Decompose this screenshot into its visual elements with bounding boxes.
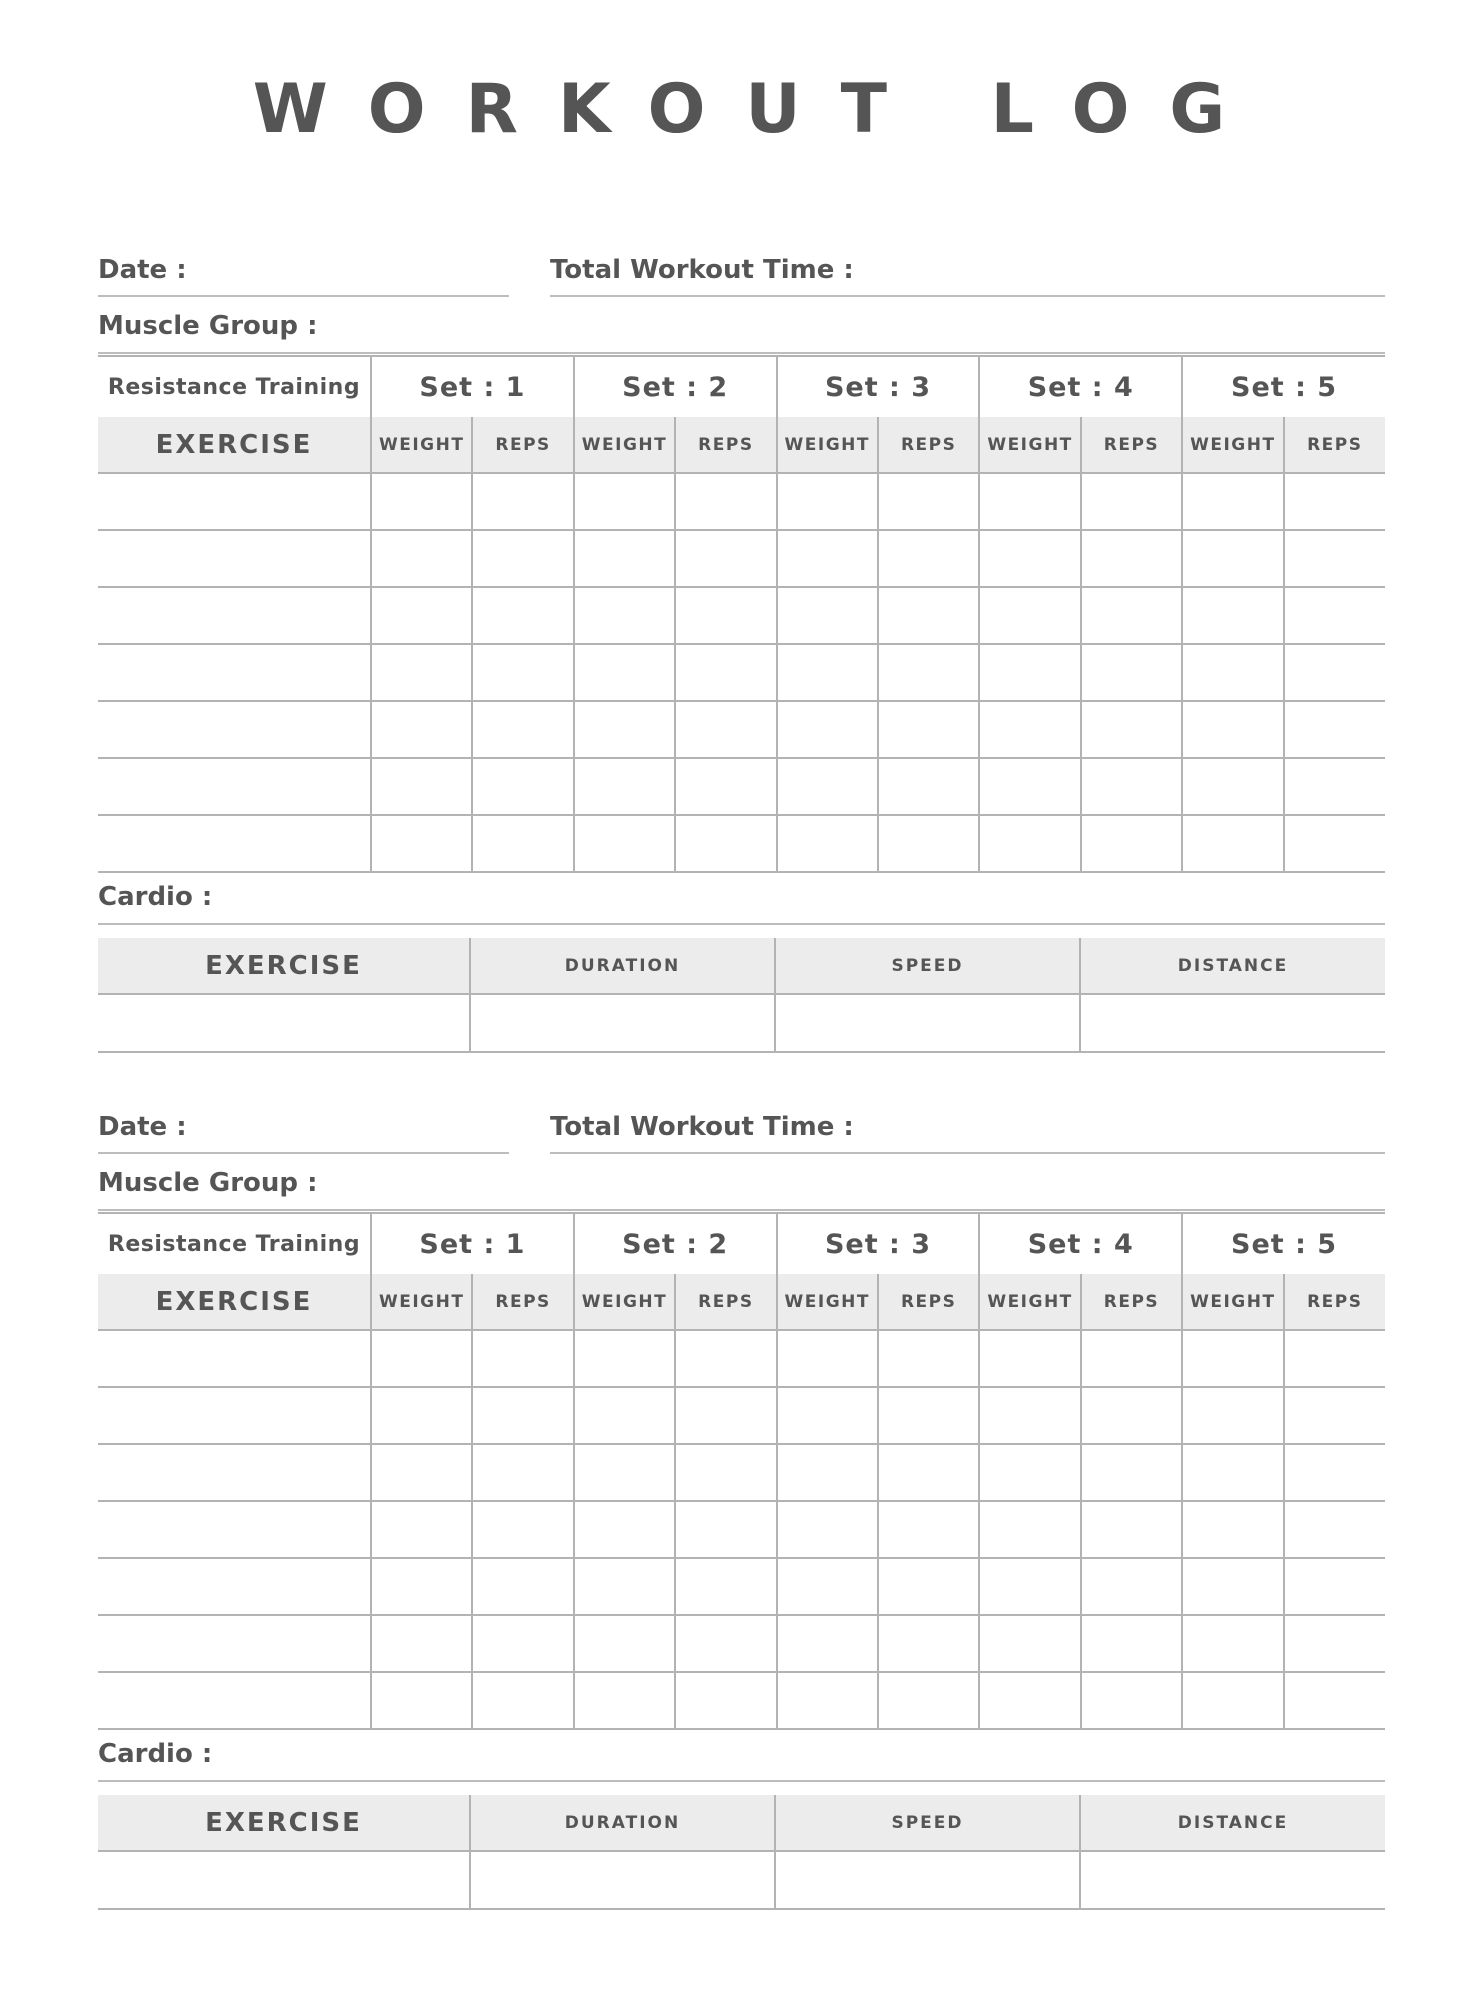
weight-cell[interactable] <box>574 644 675 701</box>
weight-column-header: WEIGHT <box>1182 1274 1283 1330</box>
exercise-cell[interactable] <box>98 473 371 530</box>
reps-cell[interactable] <box>878 473 979 530</box>
cardio-speed-header: SPEED <box>775 1795 1080 1851</box>
weight-cell[interactable] <box>777 1387 878 1444</box>
reps-cell[interactable] <box>675 1330 776 1387</box>
date-label: Date : <box>98 255 187 285</box>
cardio-label: Cardio : <box>98 1739 213 1769</box>
table-row <box>98 644 1385 701</box>
weight-cell[interactable] <box>777 1615 878 1672</box>
set-5-header: Set : 5 <box>1182 1213 1385 1274</box>
weight-cell[interactable] <box>574 1444 675 1501</box>
reps-column-header: REPS <box>1284 417 1385 473</box>
cardio-exercise-cell[interactable] <box>98 1851 470 1909</box>
weight-cell[interactable] <box>979 587 1080 644</box>
reps-cell[interactable] <box>675 1558 776 1615</box>
table-row <box>98 1558 1385 1615</box>
total-workout-time-label: Total Workout Time : <box>550 1112 854 1142</box>
reps-cell[interactable] <box>472 1444 573 1501</box>
cardio-duration-header: DURATION <box>470 938 775 994</box>
weight-cell[interactable] <box>1182 1387 1283 1444</box>
weight-cell[interactable] <box>777 1444 878 1501</box>
reps-cell[interactable] <box>1081 530 1182 587</box>
weight-cell[interactable] <box>979 1387 1080 1444</box>
cardio-underline <box>98 1780 1385 1782</box>
reps-cell[interactable] <box>1081 644 1182 701</box>
cardio-exercise-cell[interactable] <box>98 994 470 1052</box>
exercise-cell[interactable] <box>98 1387 371 1444</box>
reps-cell[interactable] <box>1284 530 1385 587</box>
date-label: Date : <box>98 1112 187 1142</box>
weight-cell[interactable] <box>979 1501 1080 1558</box>
weight-cell[interactable] <box>574 530 675 587</box>
weight-cell[interactable] <box>371 644 472 701</box>
total-workout-time-label: Total Workout Time : <box>550 255 854 285</box>
cardio-duration-cell[interactable] <box>470 1851 775 1909</box>
weight-cell[interactable] <box>979 815 1080 872</box>
table-row <box>98 758 1385 815</box>
reps-cell[interactable] <box>675 1615 776 1672</box>
reps-cell[interactable] <box>878 1387 979 1444</box>
reps-cell[interactable] <box>878 1444 979 1501</box>
reps-cell[interactable] <box>1284 758 1385 815</box>
reps-cell[interactable] <box>878 701 979 758</box>
weight-cell[interactable] <box>371 530 472 587</box>
weight-cell[interactable] <box>1182 701 1283 758</box>
date-field[interactable] <box>98 1152 509 1154</box>
cardio-speed-header: SPEED <box>775 938 1080 994</box>
weight-cell[interactable] <box>1182 1444 1283 1501</box>
table-row <box>98 1444 1385 1501</box>
weight-cell[interactable] <box>371 1615 472 1672</box>
exercise-cell[interactable] <box>98 815 371 872</box>
exercise-column-header: EXERCISE <box>98 417 371 473</box>
table-row <box>98 1387 1385 1444</box>
weight-cell[interactable] <box>1182 587 1283 644</box>
reps-column-header: REPS <box>878 1274 979 1330</box>
weight-cell[interactable] <box>371 758 472 815</box>
reps-cell[interactable] <box>878 815 979 872</box>
weight-column-header: WEIGHT <box>371 1274 472 1330</box>
reps-cell[interactable] <box>472 1501 573 1558</box>
table-row <box>98 815 1385 872</box>
weight-cell[interactable] <box>1182 644 1283 701</box>
exercise-cell[interactable] <box>98 1558 371 1615</box>
cardio-speed-cell[interactable] <box>775 994 1080 1052</box>
cardio-duration-header: DURATION <box>470 1795 775 1851</box>
cardio-distance-header: DISTANCE <box>1080 938 1385 994</box>
set-1-header: Set : 1 <box>371 356 574 417</box>
weight-cell[interactable] <box>1182 1330 1283 1387</box>
exercise-cell[interactable] <box>98 530 371 587</box>
weight-column-header: WEIGHT <box>574 417 675 473</box>
weight-column-header: WEIGHT <box>371 417 472 473</box>
weight-cell[interactable] <box>371 1672 472 1729</box>
resistance-training-table <box>98 355 1385 873</box>
reps-cell[interactable] <box>675 815 776 872</box>
reps-cell[interactable] <box>878 1330 979 1387</box>
weight-cell[interactable] <box>979 644 1080 701</box>
reps-cell[interactable] <box>675 1444 776 1501</box>
cardio-underline <box>98 923 1385 925</box>
weight-cell[interactable] <box>574 473 675 530</box>
reps-cell[interactable] <box>1081 1444 1182 1501</box>
exercise-cell[interactable] <box>98 1501 371 1558</box>
weight-cell[interactable] <box>371 1330 472 1387</box>
exercise-cell[interactable] <box>98 587 371 644</box>
reps-column-header: REPS <box>1284 1274 1385 1330</box>
exercise-cell[interactable] <box>98 644 371 701</box>
reps-cell[interactable] <box>675 587 776 644</box>
weight-cell[interactable] <box>1182 1615 1283 1672</box>
weight-cell[interactable] <box>777 530 878 587</box>
reps-cell[interactable] <box>1081 1501 1182 1558</box>
exercise-cell[interactable] <box>98 1615 371 1672</box>
reps-cell[interactable] <box>1081 815 1182 872</box>
total-workout-time-field[interactable] <box>550 1152 1385 1154</box>
weight-cell[interactable] <box>979 1615 1080 1672</box>
reps-cell[interactable] <box>472 1558 573 1615</box>
reps-cell[interactable] <box>878 1558 979 1615</box>
weight-cell[interactable] <box>574 587 675 644</box>
weight-cell[interactable] <box>777 701 878 758</box>
weight-cell[interactable] <box>777 1672 878 1729</box>
weight-cell[interactable] <box>979 473 1080 530</box>
weight-cell[interactable] <box>371 1387 472 1444</box>
exercise-cell[interactable] <box>98 701 371 758</box>
weight-cell[interactable] <box>574 815 675 872</box>
weight-cell[interactable] <box>574 1672 675 1729</box>
muscle-group-label: Muscle Group : <box>98 1168 318 1198</box>
weight-column-header: WEIGHT <box>777 1274 878 1330</box>
weight-cell[interactable] <box>979 1558 1080 1615</box>
reps-cell[interactable] <box>878 587 979 644</box>
reps-cell[interactable] <box>1081 1330 1182 1387</box>
weight-cell[interactable] <box>371 473 472 530</box>
reps-cell[interactable] <box>472 1615 573 1672</box>
set-1-header: Set : 1 <box>371 1213 574 1274</box>
weight-cell[interactable] <box>1182 815 1283 872</box>
table-row <box>98 1501 1385 1558</box>
exercise-cell[interactable] <box>98 1330 371 1387</box>
set-3-header: Set : 3 <box>777 356 980 417</box>
reps-cell[interactable] <box>472 1387 573 1444</box>
reps-cell[interactable] <box>1284 1672 1385 1729</box>
weight-cell[interactable] <box>777 1330 878 1387</box>
weight-cell[interactable] <box>777 815 878 872</box>
reps-cell[interactable] <box>1081 1615 1182 1672</box>
resistance-training-table <box>98 1212 1385 1730</box>
reps-cell[interactable] <box>1284 473 1385 530</box>
reps-cell[interactable] <box>1284 587 1385 644</box>
exercise-cell[interactable] <box>98 1444 371 1501</box>
table-row <box>98 530 1385 587</box>
reps-cell[interactable] <box>675 644 776 701</box>
weight-cell[interactable] <box>979 758 1080 815</box>
weight-cell[interactable] <box>574 1615 675 1672</box>
weight-cell[interactable] <box>777 644 878 701</box>
reps-cell[interactable] <box>1081 1558 1182 1615</box>
reps-cell[interactable] <box>878 644 979 701</box>
reps-column-header: REPS <box>472 417 573 473</box>
reps-cell[interactable] <box>878 758 979 815</box>
reps-cell[interactable] <box>1081 1672 1182 1729</box>
resistance-training-label: Resistance Training <box>98 1213 371 1274</box>
weight-cell[interactable] <box>1182 1672 1283 1729</box>
exercise-cell[interactable] <box>98 1672 371 1729</box>
set-4-header: Set : 4 <box>979 1213 1182 1274</box>
reps-cell[interactable] <box>1284 1501 1385 1558</box>
weight-cell[interactable] <box>574 1501 675 1558</box>
table-row <box>98 1672 1385 1729</box>
weight-cell[interactable] <box>371 1501 472 1558</box>
set-3-header: Set : 3 <box>777 1213 980 1274</box>
weight-cell[interactable] <box>979 1330 1080 1387</box>
resistance-training-label: Resistance Training <box>98 356 371 417</box>
weight-cell[interactable] <box>574 1558 675 1615</box>
set-2-header: Set : 2 <box>574 1213 777 1274</box>
set-5-header: Set : 5 <box>1182 356 1385 417</box>
reps-cell[interactable] <box>472 1330 573 1387</box>
cardio-label: Cardio : <box>98 882 213 912</box>
cardio-speed-cell[interactable] <box>775 1851 1080 1909</box>
reps-cell[interactable] <box>1284 1615 1385 1672</box>
reps-cell[interactable] <box>1081 758 1182 815</box>
weight-cell[interactable] <box>1182 473 1283 530</box>
total-workout-time-field[interactable] <box>550 295 1385 297</box>
set-4-header: Set : 4 <box>979 356 1182 417</box>
reps-cell[interactable] <box>1081 473 1182 530</box>
weight-cell[interactable] <box>371 701 472 758</box>
reps-cell[interactable] <box>472 587 573 644</box>
cardio-distance-cell[interactable] <box>1080 1851 1385 1909</box>
weight-cell[interactable] <box>979 530 1080 587</box>
reps-cell[interactable] <box>1081 1387 1182 1444</box>
weight-cell[interactable] <box>371 587 472 644</box>
weight-cell[interactable] <box>777 587 878 644</box>
reps-column-header: REPS <box>675 1274 776 1330</box>
reps-column-header: REPS <box>1081 1274 1182 1330</box>
weight-column-header: WEIGHT <box>574 1274 675 1330</box>
weight-cell[interactable] <box>371 1558 472 1615</box>
reps-cell[interactable] <box>1081 587 1182 644</box>
weight-cell[interactable] <box>574 1387 675 1444</box>
weight-cell[interactable] <box>777 758 878 815</box>
reps-cell[interactable] <box>675 1501 776 1558</box>
exercise-column-header: EXERCISE <box>98 1274 371 1330</box>
reps-cell[interactable] <box>1284 1558 1385 1615</box>
exercise-cell[interactable] <box>98 758 371 815</box>
reps-cell[interactable] <box>878 1672 979 1729</box>
workout-log-section <box>98 255 1385 1075</box>
weight-column-header: WEIGHT <box>979 1274 1080 1330</box>
cardio-table <box>98 938 1385 1053</box>
table-row <box>98 701 1385 758</box>
reps-cell[interactable] <box>472 701 573 758</box>
reps-cell[interactable] <box>1284 1444 1385 1501</box>
weight-cell[interactable] <box>371 1444 472 1501</box>
reps-cell[interactable] <box>1284 701 1385 758</box>
cardio-distance-cell[interactable] <box>1080 994 1385 1052</box>
weight-cell[interactable] <box>979 1444 1080 1501</box>
weight-cell[interactable] <box>1182 1558 1283 1615</box>
table-row <box>98 1615 1385 1672</box>
reps-column-header: REPS <box>472 1274 573 1330</box>
weight-cell[interactable] <box>1182 530 1283 587</box>
reps-column-header: REPS <box>675 417 776 473</box>
reps-cell[interactable] <box>878 530 979 587</box>
weight-cell[interactable] <box>1182 1501 1283 1558</box>
cardio-distance-header: DISTANCE <box>1080 1795 1385 1851</box>
reps-cell[interactable] <box>675 1672 776 1729</box>
weight-cell[interactable] <box>979 701 1080 758</box>
table-row <box>98 587 1385 644</box>
reps-cell[interactable] <box>1284 815 1385 872</box>
weight-cell[interactable] <box>777 473 878 530</box>
weight-column-header: WEIGHT <box>777 417 878 473</box>
muscle-group-field[interactable] <box>98 352 1385 354</box>
cardio-duration-cell[interactable] <box>470 994 775 1052</box>
reps-cell[interactable] <box>1284 644 1385 701</box>
cardio-exercise-header: EXERCISE <box>98 938 470 994</box>
page-title: WORKOUT LOG <box>252 70 1266 149</box>
reps-cell[interactable] <box>878 1501 979 1558</box>
reps-column-header: REPS <box>1081 417 1182 473</box>
reps-cell[interactable] <box>675 530 776 587</box>
muscle-group-label: Muscle Group : <box>98 311 318 341</box>
reps-column-header: REPS <box>878 417 979 473</box>
weight-column-header: WEIGHT <box>1182 417 1283 473</box>
reps-cell[interactable] <box>675 1387 776 1444</box>
weight-cell[interactable] <box>777 1501 878 1558</box>
cardio-exercise-header: EXERCISE <box>98 1795 470 1851</box>
weight-cell[interactable] <box>371 815 472 872</box>
weight-column-header: WEIGHT <box>979 417 1080 473</box>
workout-log-section <box>98 1112 1385 1932</box>
date-field[interactable] <box>98 295 509 297</box>
reps-cell[interactable] <box>472 473 573 530</box>
weight-cell[interactable] <box>777 1558 878 1615</box>
muscle-group-field[interactable] <box>98 1209 1385 1211</box>
reps-cell[interactable] <box>472 758 573 815</box>
table-row <box>98 1330 1385 1387</box>
reps-cell[interactable] <box>878 1615 979 1672</box>
set-2-header: Set : 2 <box>574 356 777 417</box>
table-row <box>98 473 1385 530</box>
weight-cell[interactable] <box>979 1672 1080 1729</box>
reps-cell[interactable] <box>472 815 573 872</box>
reps-cell[interactable] <box>1284 1330 1385 1387</box>
reps-cell[interactable] <box>472 1672 573 1729</box>
reps-cell[interactable] <box>675 701 776 758</box>
reps-cell[interactable] <box>675 473 776 530</box>
cardio-table <box>98 1795 1385 1910</box>
weight-cell[interactable] <box>574 1330 675 1387</box>
reps-cell[interactable] <box>1284 1387 1385 1444</box>
weight-cell[interactable] <box>1182 758 1283 815</box>
reps-cell[interactable] <box>675 758 776 815</box>
reps-cell[interactable] <box>1081 701 1182 758</box>
weight-cell[interactable] <box>574 758 675 815</box>
weight-cell[interactable] <box>574 701 675 758</box>
reps-cell[interactable] <box>472 530 573 587</box>
reps-cell[interactable] <box>472 644 573 701</box>
